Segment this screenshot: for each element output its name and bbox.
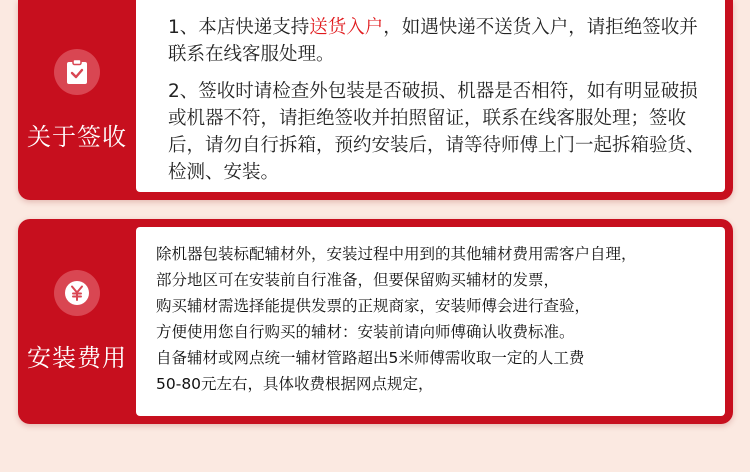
sign-section-title: 关于签收 (27, 122, 127, 151)
sign-section-header (18, 0, 136, 200)
yen-icon (54, 270, 100, 316)
fee-line: 购买辅材需选择能提供发票的正规商家，安装师傅会进行查验， (156, 297, 591, 315)
fee-line: 除机器包装标配辅材外，安装过程中用到的其他辅材费用需客户自理， (156, 245, 637, 263)
clipboard-check-icon (54, 49, 100, 95)
sign-section-content (136, 0, 725, 192)
sign-rule-2: 2、签收时请检查外包装是否破损、机器是否相符，如有明显破损或机器不符，请拒绝签收并拍照留证，联系在线客服处理；签收后，请勿自行拆箱，预约安装后，请等待师傅上门一起拆箱验货、检测、安装。 (168, 81, 705, 183)
fee-line: 方便使用您自行购买的辅材：安装前请向师傅确认收费标准。 (156, 323, 575, 341)
fee-line: 自备辅材或网点统一辅材管路超出5米师傅需收取一定的人工费 (156, 349, 585, 367)
highlight-text: 送货入户 (309, 17, 384, 38)
fee-section-title: 安装费用 (27, 344, 127, 372)
fee-line: 部分地区可在安装前自行准备，但要保留购买辅材的发票， (156, 271, 560, 289)
fee-line: 50-80元左右，具体收费根据网点规定， (156, 375, 434, 393)
sign-rule-1: 1、本店快递支持送货入户，如遇快递不送货入户，请拒绝签收并联系在线客服处理。 (168, 17, 698, 65)
fee-section-content (136, 227, 725, 416)
sign-section (18, 0, 733, 200)
fee-section-header (18, 219, 136, 424)
fee-section (18, 219, 733, 424)
